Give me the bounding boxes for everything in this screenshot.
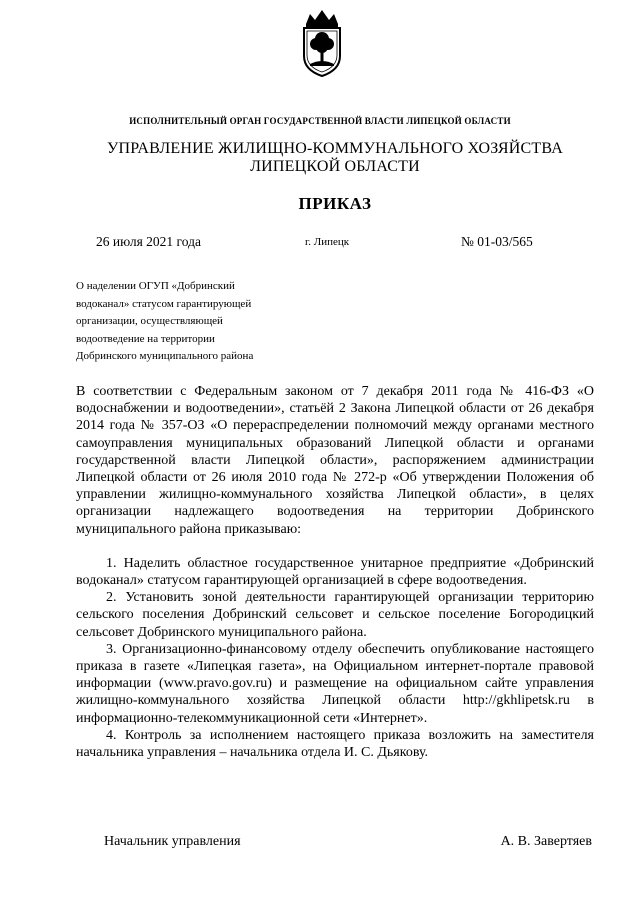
department-line: УПРАВЛЕНИЕ ЖИЛИЩНО-КОММУНАЛЬНОГО ХОЗЯЙСТВА [106,140,563,157]
order-item: 1. Наделить областное государственное унитарное предприятие «Добринский водоканал» статусом гарантирующей организацией в сфере водоотведения. [76,555,594,589]
order-item: 2. Установить зоной деятельности гарантирующей организации территорию сельского поселения Добринский сельсовет и сельское поселение Богородицкий сельсовет Добринского муниципального района. [76,590,594,640]
signatory-title: Начальник управления [104,834,241,849]
subject-line: организации, осуществляющей [76,315,223,327]
subject-line: Добринского муниципального района [76,350,254,362]
order-number: № 01-03/565 [461,234,533,249]
subject-line: водоканал» статусом гарантирующей [76,297,252,310]
document-type: ПРИКАЗ [298,194,372,213]
order-item: 3. Организационно-финансовому отделу обеспечить опубликование настоящего приказа в газете «Липецкая газета», на Официальном интернет-портале правовой информации (www.pravo.gov.ru) и размещение на официальном сайте управления жилищно-коммунального хозяйства Липецкой области http://gkhlipetsk.ru в информационно-телекоммуникационной сети «Интернет». [76,641,594,726]
order-city: г. Липецк [305,236,350,248]
order-subject [76,278,306,366]
subject-line: водоотведение на территории [76,332,215,345]
order-body [76,383,594,761]
subject-line: О наделении ОГУП «Добринский [76,280,235,292]
lipetsk-coat-of-arms-icon [296,8,348,78]
signatory-name: А. В. Завертяев [500,834,592,849]
order-item: 4. Контроль за исполнением настоящего приказа возложить на заместителя начальника управления – начальника отдела И. С. Дьякову. [76,727,594,761]
department-line: ЛИПЕЦКОЙ ОБЛАСТИ [250,158,420,175]
order-date: 26 июля 2021 года [96,234,201,249]
preamble-paragraph: В соответствии с Федеральным законом от 7 декабря 2011 года № 416-ФЗ «О водоснабжении и водоотведении», статьёй 2 Закона Липецкой области от 26 декабря 2014 года № 357-ОЗ «О перераспределении полномочий между органами местного самоуправления муниципальных образований Липецкой области и органами государственной власти Липецкой области», распоряжением администрации Липецкой области от 26 июля 2010 года № 272-р «Об утверждении Положения об управлении жилищно-коммунального хозяйства Липецкой области», в целях организации надлежащего водоотведения на территории Добринского муниципального района приказываю: [76,384,594,537]
department-name [0,140,640,176]
issuing-authority: ИСПОЛНИТЕЛЬНЫЙ ОРГАН ГОСУДАРСТВЕННОЙ ВЛАСТИ ЛИПЕЦКОЙ ОБЛАСТИ [129,116,511,126]
